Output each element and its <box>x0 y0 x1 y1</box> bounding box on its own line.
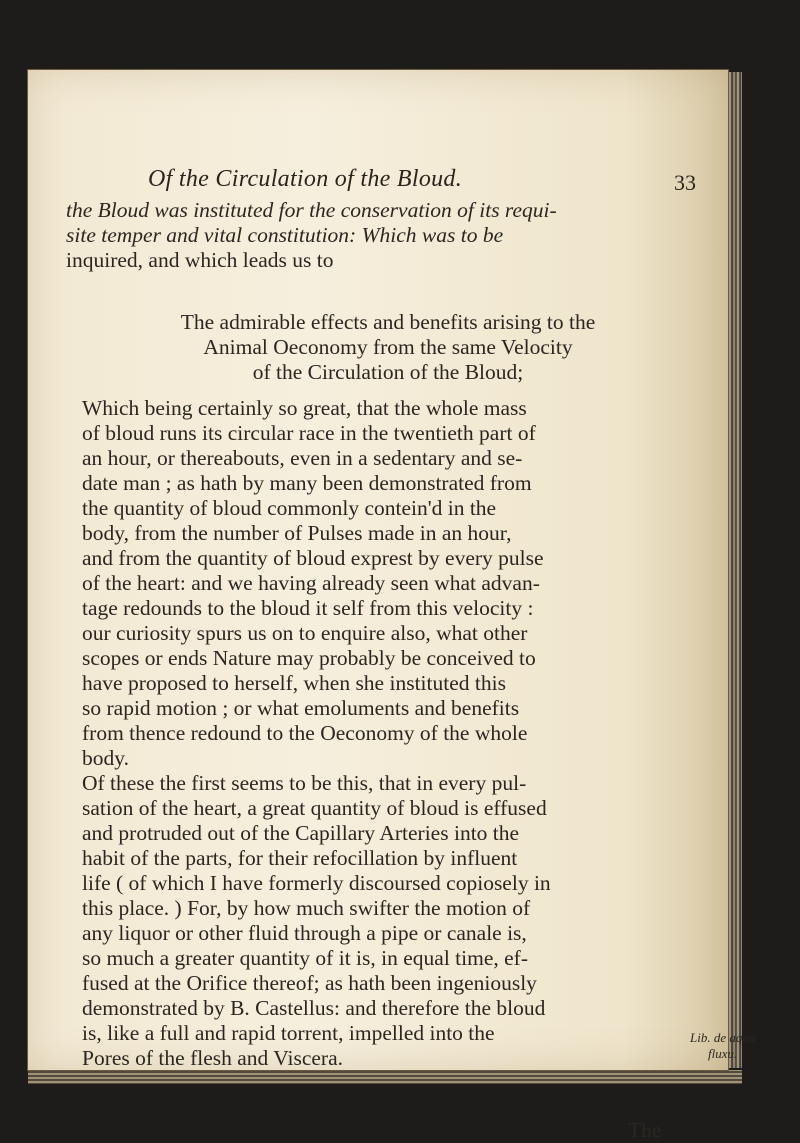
body-line: is, like a full and rapid torrent, impelled into the <box>82 1021 495 1045</box>
body-line: of bloud runs its circular race in the twentieth part of <box>82 421 536 445</box>
page-number: 33 <box>674 170 696 195</box>
body-line: of the heart: and we having already seen what advan- <box>82 571 540 595</box>
body-line: so much a greater quantity of it is, in equal time, ef- <box>82 946 528 970</box>
marginal-note-line: fluxu. <box>708 1046 738 1061</box>
body-line: tage redounds to the bloud it self from this velocity : <box>82 596 534 620</box>
body-line: Of these the first seems to be this, that in every pul- <box>82 771 527 795</box>
proposition-line: The admirable effects and benefits arising to the <box>180 310 596 334</box>
body-line: body. <box>82 746 129 770</box>
body-line: and protruded out of the Capillary Arteries into the <box>82 821 520 845</box>
body-line: Which being certainly so great, that the whole mass <box>82 396 527 420</box>
body-line: our curiosity spurs us on to enquire also, what other <box>82 621 528 645</box>
body-line: habit of the parts, for their refocillation by influent <box>82 846 518 870</box>
intro-line: the Bloud was instituted for the conservation of its requi- <box>66 198 557 222</box>
body-line: demonstrated by B. Castellus: and therefore the bloud <box>82 996 546 1020</box>
body-text <box>66 396 706 1071</box>
body-line: body, from the number of Pulses made in an hour, <box>82 521 512 545</box>
body-line: date man ; as hath by many been demonstrated from <box>82 471 532 495</box>
proposition-line: of the Circulation of the Bloud; <box>252 360 524 384</box>
body-line: have proposed to herself, when she instituted this <box>82 671 506 695</box>
paragraph-1 <box>66 396 706 771</box>
body-line: life ( of which I have formerly discoursed copiosely in <box>82 871 551 895</box>
intro-line: site temper and vital constitution: Which was to be <box>66 223 504 247</box>
catchword: The <box>628 1118 662 1142</box>
body-line: from thence redound to the Oeconomy of the whole <box>82 721 528 745</box>
body-line: so rapid motion ; or what emoluments and benefits <box>82 696 520 720</box>
body-line: scopes or ends Nature may probably be conceived to <box>82 646 536 670</box>
body-line: and from the quantity of bloud exprest by every pulse <box>82 546 544 570</box>
body-line: sation of the heart, a great quantity of bloud is effused <box>82 796 547 820</box>
body-line: Pores of the flesh and Viscera. <box>82 1046 344 1070</box>
running-head: Of the Circulation of the Bloud. <box>148 166 463 192</box>
page-bottom-edge <box>28 1070 742 1084</box>
proposition <box>88 310 688 385</box>
intro-text <box>66 198 706 273</box>
marginal-note-line: Lib. de aqua <box>690 1030 756 1045</box>
body-line: this place. ) For, by how much swifter the motion of <box>82 896 531 920</box>
body-line: an hour, or thereabouts, even in a sedentary and se- <box>82 446 523 470</box>
proposition-line: Animal Oeconomy from the same Velocity <box>203 335 573 359</box>
marginal-note <box>690 1030 790 1062</box>
page <box>28 70 728 1142</box>
body-line: any liquor or other fluid through a pipe or canale is, <box>82 921 527 945</box>
intro-line: inquired, and which leads us to <box>66 248 334 272</box>
paragraph-2 <box>66 771 706 1071</box>
body-line: fused at the Orifice thereof; as hath been ingeniously <box>82 971 537 995</box>
body-line: the quantity of bloud commonly contein'd in the <box>82 496 497 520</box>
